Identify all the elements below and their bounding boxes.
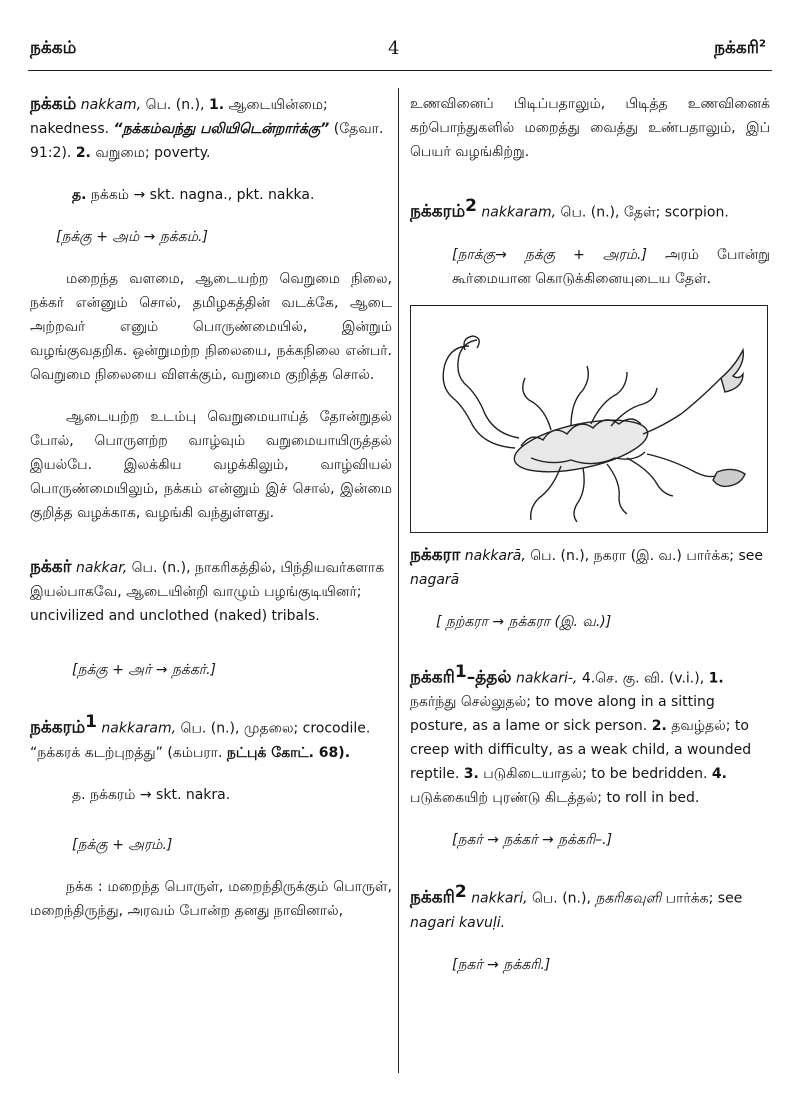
sense-english: to move along in a sitting posture, as a lame or sick person. [410, 694, 715, 735]
explanation-paragraph: ஆடையற்ற உடம்பு வெறுமையாய்த் தோன்றுதல் போல், பொருளற்ற வாழ்வும் வறுமையாயிருத்தல் இயல்பே. இலக்கிய வழக்கிலும், வாழ்வியல் பொருண்மையிலும், நக்கம் என்னும் இச் சொல், இன்மை குறித்த வழக்காக, வழங்கி வந்துள்ளது. [30, 409, 392, 521]
right-column [410, 92, 770, 977]
sense-tamil: வறுமை; [95, 145, 150, 161]
sense-tamil: முதலை; [243, 720, 299, 737]
sense-english: to be bedridden. [591, 766, 708, 783]
sense-english: nakedness. [30, 121, 110, 137]
dialect-label: (இ. வ.) [630, 547, 682, 564]
header-right-sup: 2 [759, 38, 766, 50]
cognate-line: நக்கம் → skt. nagna., pkt. nakka. [90, 187, 315, 203]
definition-tamil: நாகரிகத்தில், பிந்தியவர்களாக இயல்பாகவே, ஆடையின்றி வாழும் பழங்குடியினர்; [30, 560, 385, 600]
cross-reference-tamil: நகரிகவுளி [595, 890, 662, 907]
part-of-speech: 4.செ. கு. வி. (v.i.), [581, 670, 705, 687]
definition-english: uncivilized and unclothed (naked) tribals. [30, 608, 320, 624]
scorpion-illustration [410, 305, 768, 533]
sense-tamil: படுகிடையாதல்; [483, 766, 587, 783]
header-left-guideword: நக்கம் [30, 38, 77, 58]
cognate-marker: த. [72, 786, 86, 803]
definition-tamil: நகரா [593, 547, 627, 564]
part-of-speech: பெ. (n.), [180, 720, 240, 737]
sense-english: scorpion. [664, 204, 729, 221]
cognate-marker: த. [72, 187, 87, 203]
part-of-speech: பெ. (n.), [131, 560, 191, 576]
transliteration: nakkam, [80, 97, 142, 113]
part-of-speech: பெ. (n.), [530, 547, 590, 564]
scorpion-icon [411, 306, 767, 532]
headword: நக்கரம் [410, 201, 466, 222]
cross-reference: nagarā [410, 571, 460, 588]
cross-reference: nagari kavuḷi. [410, 914, 506, 931]
etymology: [நாக்கு→ நக்கு + அரம்.] [452, 246, 647, 263]
citation: (தேவா. 91:2). [30, 121, 384, 161]
header-right-word: நக்கரி [714, 38, 760, 58]
see-tamil: பார்க்க; [665, 890, 714, 907]
part-of-speech: பெ. (n.), [560, 204, 620, 221]
headword: நக்கரம் [30, 717, 86, 738]
sense-english: poverty. [154, 145, 211, 161]
cognate-line: நக்கரம் → skt. nakra. [90, 786, 231, 803]
transliteration: nakkaram, [481, 204, 557, 221]
homonym-number: 1 [454, 661, 467, 682]
transliteration: nakkari, [471, 890, 528, 907]
column-divider [398, 88, 399, 1073]
sense-number: 1. [708, 670, 724, 687]
sense-tamil: தேள்; [623, 204, 661, 221]
headword: நக்கம் [30, 94, 77, 114]
etymology: [ நற்கரா → நக்கரா (இ. வ.)] [436, 613, 612, 630]
continued-paragraph: உணவினைப் பிடிப்பதாலும், பிடித்த உணவினைக் கற்பொந்துகளில் மறைத்து வைத்து உண்பதாலும், இப் பெயர் வழங்கிற்று. [410, 96, 770, 160]
part-of-speech: பெ. (n.), [145, 97, 205, 113]
sense-tamil: நகர்ந்து செல்லுதல்; [410, 694, 531, 711]
homonym-number: 2 [454, 882, 467, 903]
homonym-number: 2 [465, 196, 477, 216]
transliteration: nakkarā, [464, 547, 526, 564]
headword: நக்கர் [30, 557, 72, 577]
citation: நட்புக் கோட். 68). [226, 744, 351, 761]
see-tamil: பார்க்க; [686, 547, 735, 564]
entry-nakkari-1 [410, 660, 770, 853]
etymology: [நக்கு + அரம்.] [72, 836, 173, 853]
sense-number: 2. [651, 718, 667, 735]
sense-tamil: படுக்கையிற் புரண்டு கிடத்தல்; [410, 790, 603, 807]
part-of-speech: பெ. (n.), [531, 890, 591, 907]
etymology-note: அரம் போன்று கூர்மையான கொடுக்கினையுடைய தேள். [452, 246, 770, 287]
entry-nakkar [30, 555, 392, 682]
sense-number: 3. [463, 766, 479, 783]
sense-tamil: தவழ்தல்; [671, 718, 731, 735]
etymology: [நகர் → நக்கர் → நக்கரி–.] [452, 832, 613, 849]
sense-english: to creep with difficulty, as a weak child, a wounded reptile. [410, 718, 752, 783]
headword-suffix: –த்தல் [466, 667, 512, 688]
headword: நக்கரி [410, 887, 455, 908]
sense-english: to roll in bed. [606, 790, 700, 807]
see-english: see [717, 890, 743, 907]
quotation: “நக்கம்வந்து பலியிடென்றார்க்கு” [113, 121, 330, 137]
explanation-paragraph: நக்க : மறைந்த பொருள், மறைந்திருக்கும் பொருள், மறைந்திருந்து, அரவம் போன்ற தனது நாவினால், [30, 878, 392, 919]
etymology: [நக்கு + அர் → நக்கர்.] [72, 662, 217, 678]
homonym-number: 1 [85, 712, 97, 732]
etymology: [நக்கு + அம் → நக்கம்.] [56, 229, 208, 245]
citation: (கம்பரா. [167, 744, 223, 761]
left-column [30, 92, 392, 923]
quotation: “நக்கரக் கடற்புறத்து” [30, 744, 163, 761]
entry-nakkara [410, 543, 770, 634]
transliteration: nakkari-, [515, 670, 578, 687]
headword: நக்கரா [410, 544, 461, 565]
sense-number: 2. [75, 145, 91, 161]
entry-nakkam [30, 92, 392, 525]
sense-number: 1. [208, 97, 225, 113]
see-english: see [738, 547, 763, 564]
header-right-guideword [714, 38, 766, 60]
transliteration: nakkar, [76, 560, 128, 576]
transliteration: nakkaram, [101, 720, 177, 737]
sense-number: 4. [711, 766, 727, 783]
entry-nakkari-2 [410, 880, 770, 977]
entry-nakkaram-2 [410, 194, 770, 533]
explanation-paragraph: மறைந்த வளமை, ஆடையற்ற வெறுமை நிலை, நக்கர் என்னும் சொல், தமிழகத்தின் வடக்கே, ஆடை அற்றவர் எனும் பொருண்மையில், இன்றும் வழங்குவதறிக. ஒன்றுமற்ற நிலையை, நக்கநிலை என்பர். வெறுமை நிலையை விளக்கும், வறுமை குறித்த சொல். [30, 271, 392, 383]
sense-tamil: ஆடையின்மை; [228, 97, 328, 113]
header-rule [28, 70, 772, 71]
entry-nakkaram-1 [30, 710, 392, 923]
sense-english: crocodile. [302, 720, 371, 737]
page-number: 4 [388, 38, 400, 59]
headword: நக்கரி [410, 667, 455, 688]
etymology: [நகர் → நக்கரி.] [452, 956, 551, 973]
